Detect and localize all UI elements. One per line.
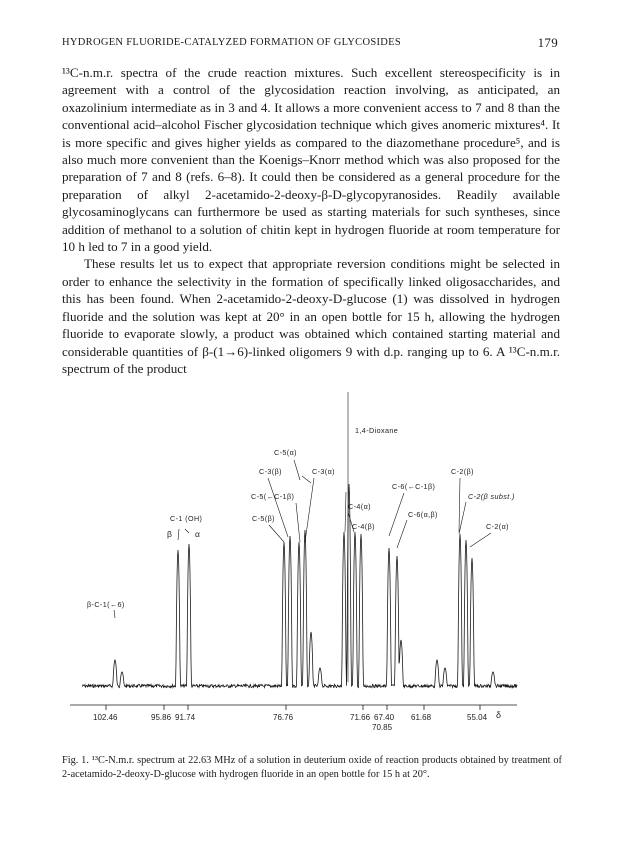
paragraph-2: These results let us to expect that appropriate reversion conditions might be selected in order to enhance the selectivity in the formation of specifically linked oligosaccharides, and this has been found. When 2-acetamido-2-deoxy-D-glucose (1) was dissolved in hydrogen fluoride and the solution was kept at 20° in an open bottle for 15 h, allowing the hydrogen fluoride to evaporate slowly, a product was obtained which contained starting material and considerable quantities of β-(1→6)-linked oligomers 9 with d.p. ranging up to 6. A ¹³C-n.m.r. spectrum of the product: [62, 256, 560, 376]
label-c6-ab: C-6(α,β): [408, 510, 438, 519]
label-c5-alpha: C-5(α): [274, 448, 297, 457]
label-beta: β: [167, 529, 173, 539]
x-tick-label: 76.76: [273, 713, 294, 722]
body-text: [62, 64, 560, 377]
label-c4-beta: C-4(β): [352, 522, 375, 531]
x-axis-symbol: δ: [496, 710, 502, 720]
label-c2-beta: C-2(β): [451, 467, 474, 476]
spectrum-trace: [82, 484, 517, 688]
label-c4-alpha: C-4(α): [348, 502, 371, 511]
x-tick-label-70-85: 70.85: [372, 723, 393, 732]
x-axis-ticks: [106, 705, 480, 710]
label-c3-alpha: C-3(α): [312, 467, 335, 476]
x-tick-label: 55.04: [467, 713, 488, 722]
x-tick-label: 71.66: [350, 713, 371, 722]
label-c5-beta: C-5(β): [252, 514, 275, 523]
x-tick-label: 91.74: [175, 713, 196, 722]
label-dioxane: 1,4-Dioxane: [355, 426, 399, 435]
label-beta-c1-6: β-C-1(←6): [87, 600, 125, 609]
label-alpha: α: [195, 529, 201, 539]
label-c2-alpha: C-2(α): [486, 522, 509, 531]
x-tick-label: 67.40: [374, 713, 395, 722]
label-c3-beta: C-3(β): [259, 467, 282, 476]
figure-caption: Fig. 1. ¹³C-N.m.r. spectrum at 22.63 MHz of a solution in deuterium oxide of reaction products obtained by treatment of 2-acetamido-2-deoxy-D-glucose with hydrogen fluoride in an open bottle for 15 h at 20°.: [62, 755, 562, 780]
running-head: [62, 37, 558, 48]
x-tick-label: 95.86: [151, 713, 172, 722]
running-title: HYDROGEN FLUORIDE-CATALYZED FORMATION OF GLYCOSIDES: [62, 37, 402, 48]
x-tick-label: 61.68: [411, 713, 432, 722]
label-c6-c1b: C-6(←C-1β): [392, 482, 436, 491]
nmr-spectrum-figure: [62, 372, 560, 744]
label-c2-beta-subst: C-2(β subst.): [468, 492, 515, 501]
paragraph-1: ¹³C-n.m.r. spectra of the crude reaction mixtures. Such excellent stereospecificity is in agreement with a control of the glycosidation reaction involving, as anticipated, an oxazolinium intermediate as in 3 and 4. It allows a more convenient access to 7 and 8 than the conventional acid–alcohol Fischer glycosidation technique which gives anomeric mixtures⁴. It is more specific and gives higher yields as compared to the diazomethane procedure⁵, and is also much more convenient than the Koenigs–Knorr method which was also proposed for the preparation of 7 and 8 (refs. 6–8). It could then be considered as a general procedure for the preparation of alkyl 2-acetamido-2-deoxy-β-D-glycopyranosides. Readily available glycosaminoglycans can furthermore be used as starting materials for such syntheses, since addition of methanol to a solution of chitin kept in hydrogen fluoride at room temperature for 10 h led to 7 in a good yield.: [62, 65, 560, 255]
x-axis-tick-labels: [93, 713, 488, 722]
spectrum-plot: [62, 372, 560, 744]
x-tick-label: 102.46: [93, 713, 118, 722]
label-c1-oh: C-1 (OH): [170, 514, 203, 523]
label-c5-c1b: C-5(←C-1β): [251, 492, 295, 501]
page-number: 179: [537, 35, 558, 50]
